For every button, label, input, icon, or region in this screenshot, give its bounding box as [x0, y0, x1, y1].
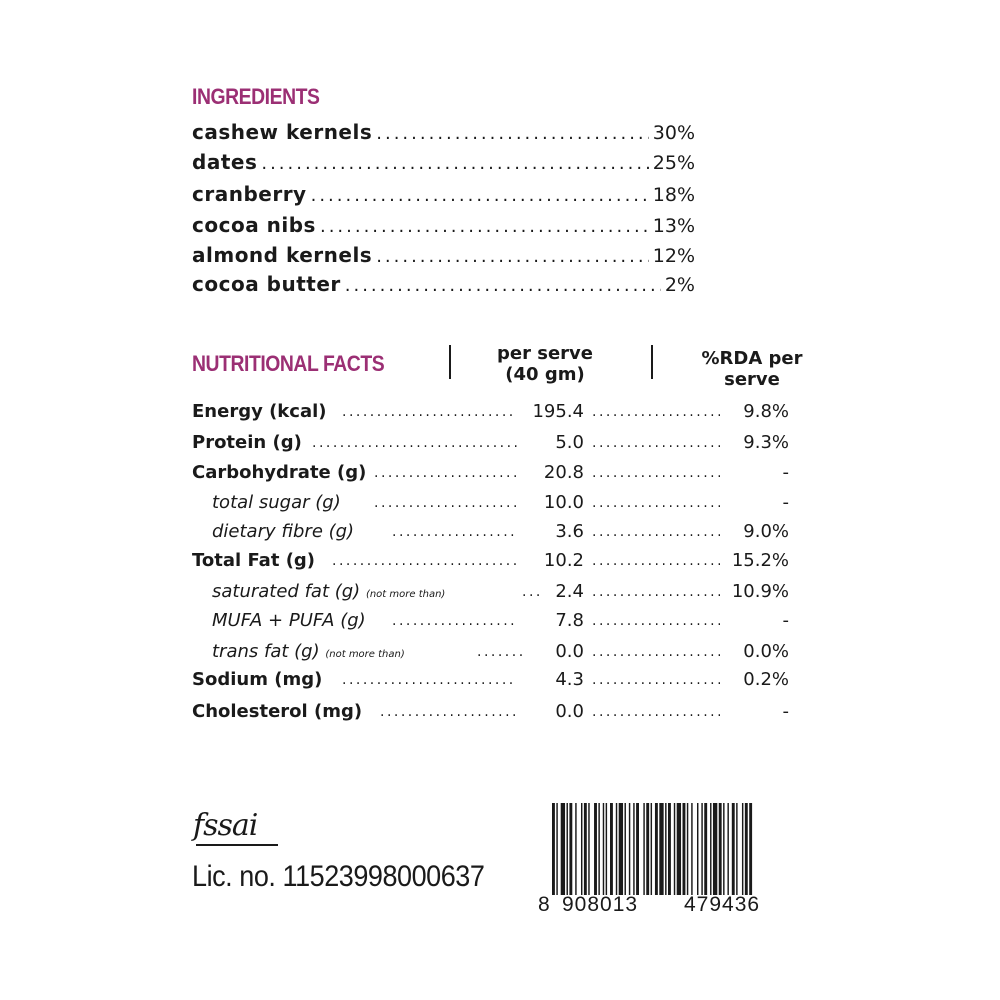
barcode-bar: [749, 803, 752, 895]
fssai-logo-underline: [196, 844, 278, 846]
barcode-bar: [588, 803, 589, 895]
barcode-bar: [736, 803, 737, 895]
nutrition-row: [192, 547, 792, 575]
nutrient-label-text: saturated fat (g): [212, 581, 361, 602]
dot-leader: [374, 489, 517, 517]
nutrient-rda: -: [782, 462, 789, 483]
ingredient-row: [192, 243, 695, 269]
nutrient-value: 195.4: [532, 401, 584, 422]
nutrition-row: [192, 638, 792, 666]
nutrient-rda: 0.2%: [743, 669, 789, 690]
barcode-bar: [569, 803, 572, 895]
dot-leader: [592, 429, 720, 457]
barcode-digit-first: 8: [538, 893, 551, 916]
dot-leader: [592, 666, 720, 694]
ingredient-row: [192, 182, 695, 208]
ingredient-percent: 12%: [652, 245, 695, 267]
nutrient-value: 4.3: [555, 669, 584, 690]
dot-leader: [592, 398, 720, 426]
dot-leader: [592, 638, 720, 666]
nutrition-row: [192, 607, 792, 635]
dot-leader: [374, 459, 517, 487]
nutrition-row: [192, 429, 792, 457]
barcode-bar: [704, 803, 707, 895]
barcode-bar: [659, 803, 663, 895]
nutrition-row: [192, 518, 792, 546]
nutrient-rda: 15.2%: [731, 550, 789, 571]
ingredient-name: dates: [192, 150, 258, 174]
barcode-bar: [567, 803, 568, 895]
nutrient-rda: 0.0%: [743, 641, 789, 662]
nutrient-label: Sodium (mg): [192, 669, 323, 690]
nutrient-rda: -: [782, 492, 789, 513]
rda-header-line1: %RDA per: [701, 348, 803, 369]
barcode-bar: [575, 803, 576, 895]
dot-leader: [376, 246, 649, 267]
barcode-bar: [598, 803, 599, 895]
nutrient-label-text: trans fat (g): [212, 641, 320, 662]
dot-leader: [376, 123, 649, 144]
barcode-bar: [701, 803, 702, 895]
ingredient-row: [192, 272, 695, 298]
per-serve-header-line1: per serve: [497, 343, 593, 364]
fssai-logo: fssai: [193, 808, 258, 843]
nutrient-label: dietary fibre (g): [212, 521, 355, 542]
nutrient-value: 5.0: [555, 432, 584, 453]
ingredient-percent: 2%: [664, 274, 695, 296]
ingredient-percent: 18%: [652, 184, 695, 206]
nutrient-rda: 9.8%: [743, 401, 789, 422]
dot-leader: [392, 607, 517, 635]
barcode-bar: [727, 803, 728, 895]
barcode-bar: [646, 803, 649, 895]
dot-leader: [311, 185, 649, 206]
barcode-bars: [538, 803, 802, 895]
barcode-bar: [581, 803, 582, 895]
ingredient-percent: 25%: [652, 152, 695, 174]
nutrient-rda: 10.9%: [731, 581, 789, 602]
dot-leader: [592, 518, 720, 546]
nutrition-title: NUTRITIONAL FACTS: [192, 351, 385, 376]
barcode-bar: [691, 803, 692, 895]
nutrition-row: [192, 578, 792, 606]
barcode-bar: [610, 803, 613, 895]
barcode-bar: [643, 803, 644, 895]
nutrient-value: 10.2: [543, 550, 584, 571]
ingredient-name: cocoa nibs: [192, 213, 316, 237]
nutrient-rda: -: [782, 701, 789, 722]
barcode-bar: [584, 803, 587, 895]
ingredient-name: cranberry: [192, 182, 307, 206]
dot-leader: [592, 547, 720, 575]
ingredient-name: cocoa butter: [192, 272, 341, 296]
barcode-digit-group-2: 479436: [684, 893, 761, 916]
barcode-bar: [619, 803, 623, 895]
barcode-bar: [732, 803, 735, 895]
barcode-bar: [629, 803, 630, 895]
column-separator: [449, 345, 451, 379]
nutrient-label: [212, 638, 405, 669]
barcode-bar: [719, 803, 722, 895]
dot-leader: [592, 578, 720, 606]
ingredient-name: almond kernels: [192, 243, 373, 267]
nutrient-note: (not more than): [325, 649, 405, 660]
dot-leader: [320, 216, 649, 237]
nutrition-row: [192, 398, 792, 426]
ingredient-percent: 13%: [652, 215, 695, 237]
barcode-bar: [655, 803, 658, 895]
barcode-bar: [713, 803, 717, 895]
barcode-bar: [665, 803, 666, 895]
barcode-bar: [710, 803, 711, 895]
dot-leader: [592, 698, 720, 726]
nutrient-label: Carbohydrate (g): [192, 462, 367, 483]
ingredient-name: cashew kernels: [192, 120, 373, 144]
ingredient-row: [192, 213, 695, 239]
dot-leader: [261, 153, 648, 174]
barcode-bar: [625, 803, 626, 895]
barcode-bar: [616, 803, 617, 895]
nutrition-row: [192, 698, 792, 726]
dot-leader: [392, 518, 517, 546]
barcode-bar: [556, 803, 557, 895]
dot-leader: [332, 547, 517, 575]
barcode-bar: [742, 803, 743, 895]
barcode-bar: [651, 803, 652, 895]
barcode-bar: [745, 803, 748, 895]
barcode-bar: [687, 803, 688, 895]
barcode-bar: [668, 803, 671, 895]
barcode-digit-group-1: 908013: [562, 893, 639, 916]
dot-leader: [592, 489, 720, 517]
nutrition-row: [192, 459, 792, 487]
barcode-bar: [633, 803, 634, 895]
nutrient-rda: 9.0%: [743, 521, 789, 542]
per-serve-header: [470, 343, 620, 385]
dot-leader: [312, 429, 517, 457]
dot-leader: [592, 607, 720, 635]
dot-leader: [345, 275, 661, 296]
nutrition-row: [192, 666, 792, 694]
dot-leader: [342, 666, 517, 694]
barcode-bar: [674, 803, 675, 895]
barcode-bar: [603, 803, 604, 895]
ingredient-percent: 30%: [652, 122, 695, 144]
license-number: Lic. no. 11523998000637: [192, 860, 485, 893]
barcode-bar: [677, 803, 681, 895]
barcode-bar: [683, 803, 686, 895]
barcode-bar: [697, 803, 698, 895]
per-serve-header-line2: (40 gm): [505, 364, 585, 385]
nutrient-label: Cholesterol (mg): [192, 701, 363, 722]
barcode-bar: [723, 803, 724, 895]
rda-header-line2: serve: [724, 369, 780, 390]
nutrient-value: 2.4: [555, 581, 584, 602]
nutrient-value: 20.8: [543, 462, 584, 483]
barcode-bar: [636, 803, 639, 895]
barcode-bar: [606, 803, 607, 895]
nutrient-label: Total Fat (g): [192, 550, 316, 571]
nutrient-value: 0.0: [555, 641, 584, 662]
nutrition-row: [192, 489, 792, 517]
ingredients-title: INGREDIENTS: [192, 84, 320, 109]
nutrient-rda: -: [782, 610, 789, 631]
nutrient-label: Protein (g): [192, 432, 302, 453]
ingredient-row: [192, 150, 695, 176]
barcode-bar: [552, 803, 555, 895]
nutrient-value: 7.8: [555, 610, 584, 631]
rda-header: [672, 348, 832, 390]
dot-leader: [380, 698, 517, 726]
barcode-bar: [594, 803, 597, 895]
barcode-bar: [561, 803, 565, 895]
nutrient-note: (not more than): [365, 589, 446, 600]
ingredient-row: [192, 120, 695, 146]
nutrient-value: 10.0: [543, 492, 584, 513]
nutrient-label: total sugar (g): [212, 492, 341, 513]
nutrient-rda: 9.3%: [743, 432, 789, 453]
nutrient-label: Energy (kcal): [192, 401, 327, 422]
nutrient-label: MUFA + PUFA (g): [212, 610, 366, 631]
nutrient-label: [212, 578, 445, 609]
nutrient-value: 3.6: [555, 521, 584, 542]
dot-leader: [342, 398, 517, 426]
column-separator: [651, 345, 653, 379]
nutrient-value: 0.0: [555, 701, 584, 722]
dot-leader: [592, 459, 720, 487]
barcode: [538, 803, 802, 918]
